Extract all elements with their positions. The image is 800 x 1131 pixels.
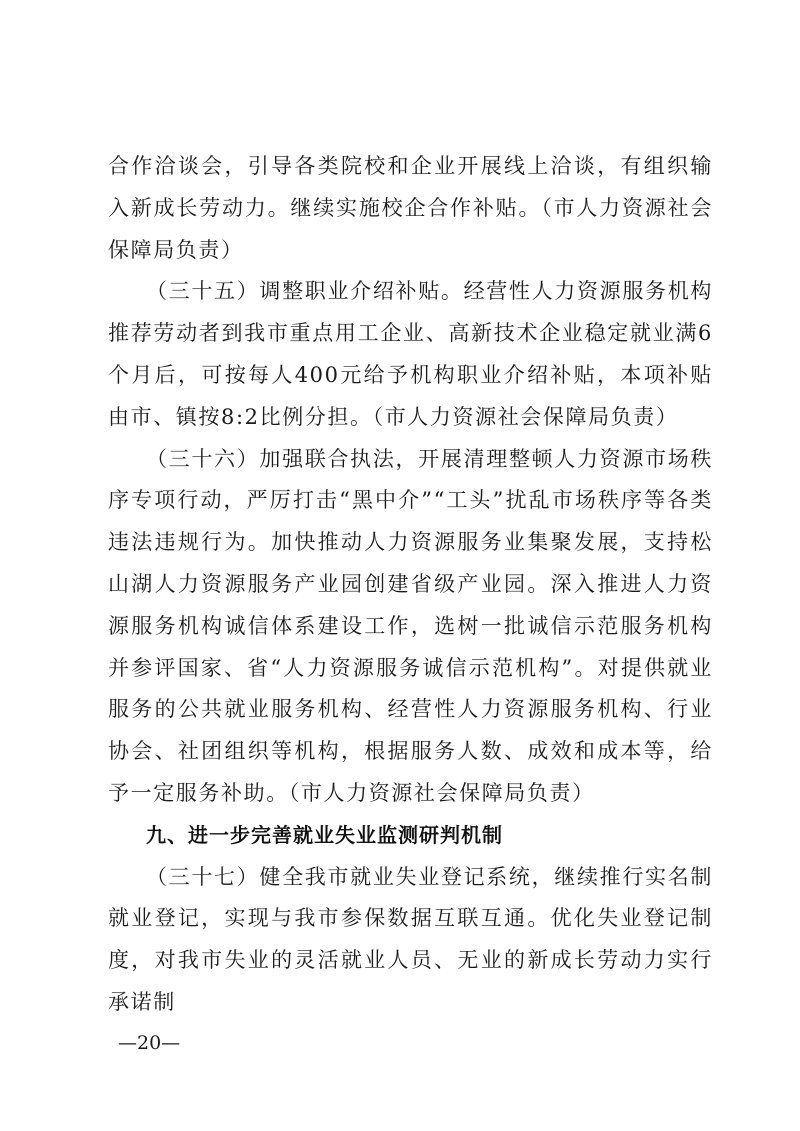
page-number: —20— [118,1032,181,1054]
section-heading: 九、进一步完善就业失业监测研判机制 [146,822,503,847]
document-body [108,146,713,1024]
paragraph-continued: 合作洽谈会，引导各类院校和企业开展线上洽谈，有组织输入新成长劳动力。继续实施校企合作补贴。（市人力资源社会保障局负责） [108,154,713,262]
paragraph-35: （三十五）调整职业介绍补贴。经营性人力资源服务机构推荐劳动者到我市重点用工企业、高新技术企业稳定就业满6个月后，可按每人400元给予机构职业介绍补贴，本项补贴由市、镇按8:2比例分担。（市人力资源社会保障局负责） [108,279,713,429]
paragraph-37: （三十七）健全我市就业失业登记系统，继续推行实名制就业登记，实现与我市参保数据互联互通。优化失业登记制度，对我市失业的灵活就业人员、无业的新成长劳动力实行承诺制 [108,864,713,1014]
paragraph-36: （三十六）加强联合执法，开展清理整顿人力资源市场秩序专项行动，严厉打击“黑中介”“工头”扰乱市场秩序等各类违法违规行为。加快推动人力资源服务业集聚发展，支持松山湖人力资源服务产业园创建省级产业园。深入推进人力资源服务机构诚信体系建设工作，选树一批诚信示范服务机构并参评国家、省“人力资源服务诚信示范机构”。对提供就业服务的公共就业服务机构、经营性人力资源服务机构、行业协会、社团组织等机构，根据服务人数、成效和成本等，给予一定服务补助。（市人力资源社会保障局负责） [108,446,713,805]
